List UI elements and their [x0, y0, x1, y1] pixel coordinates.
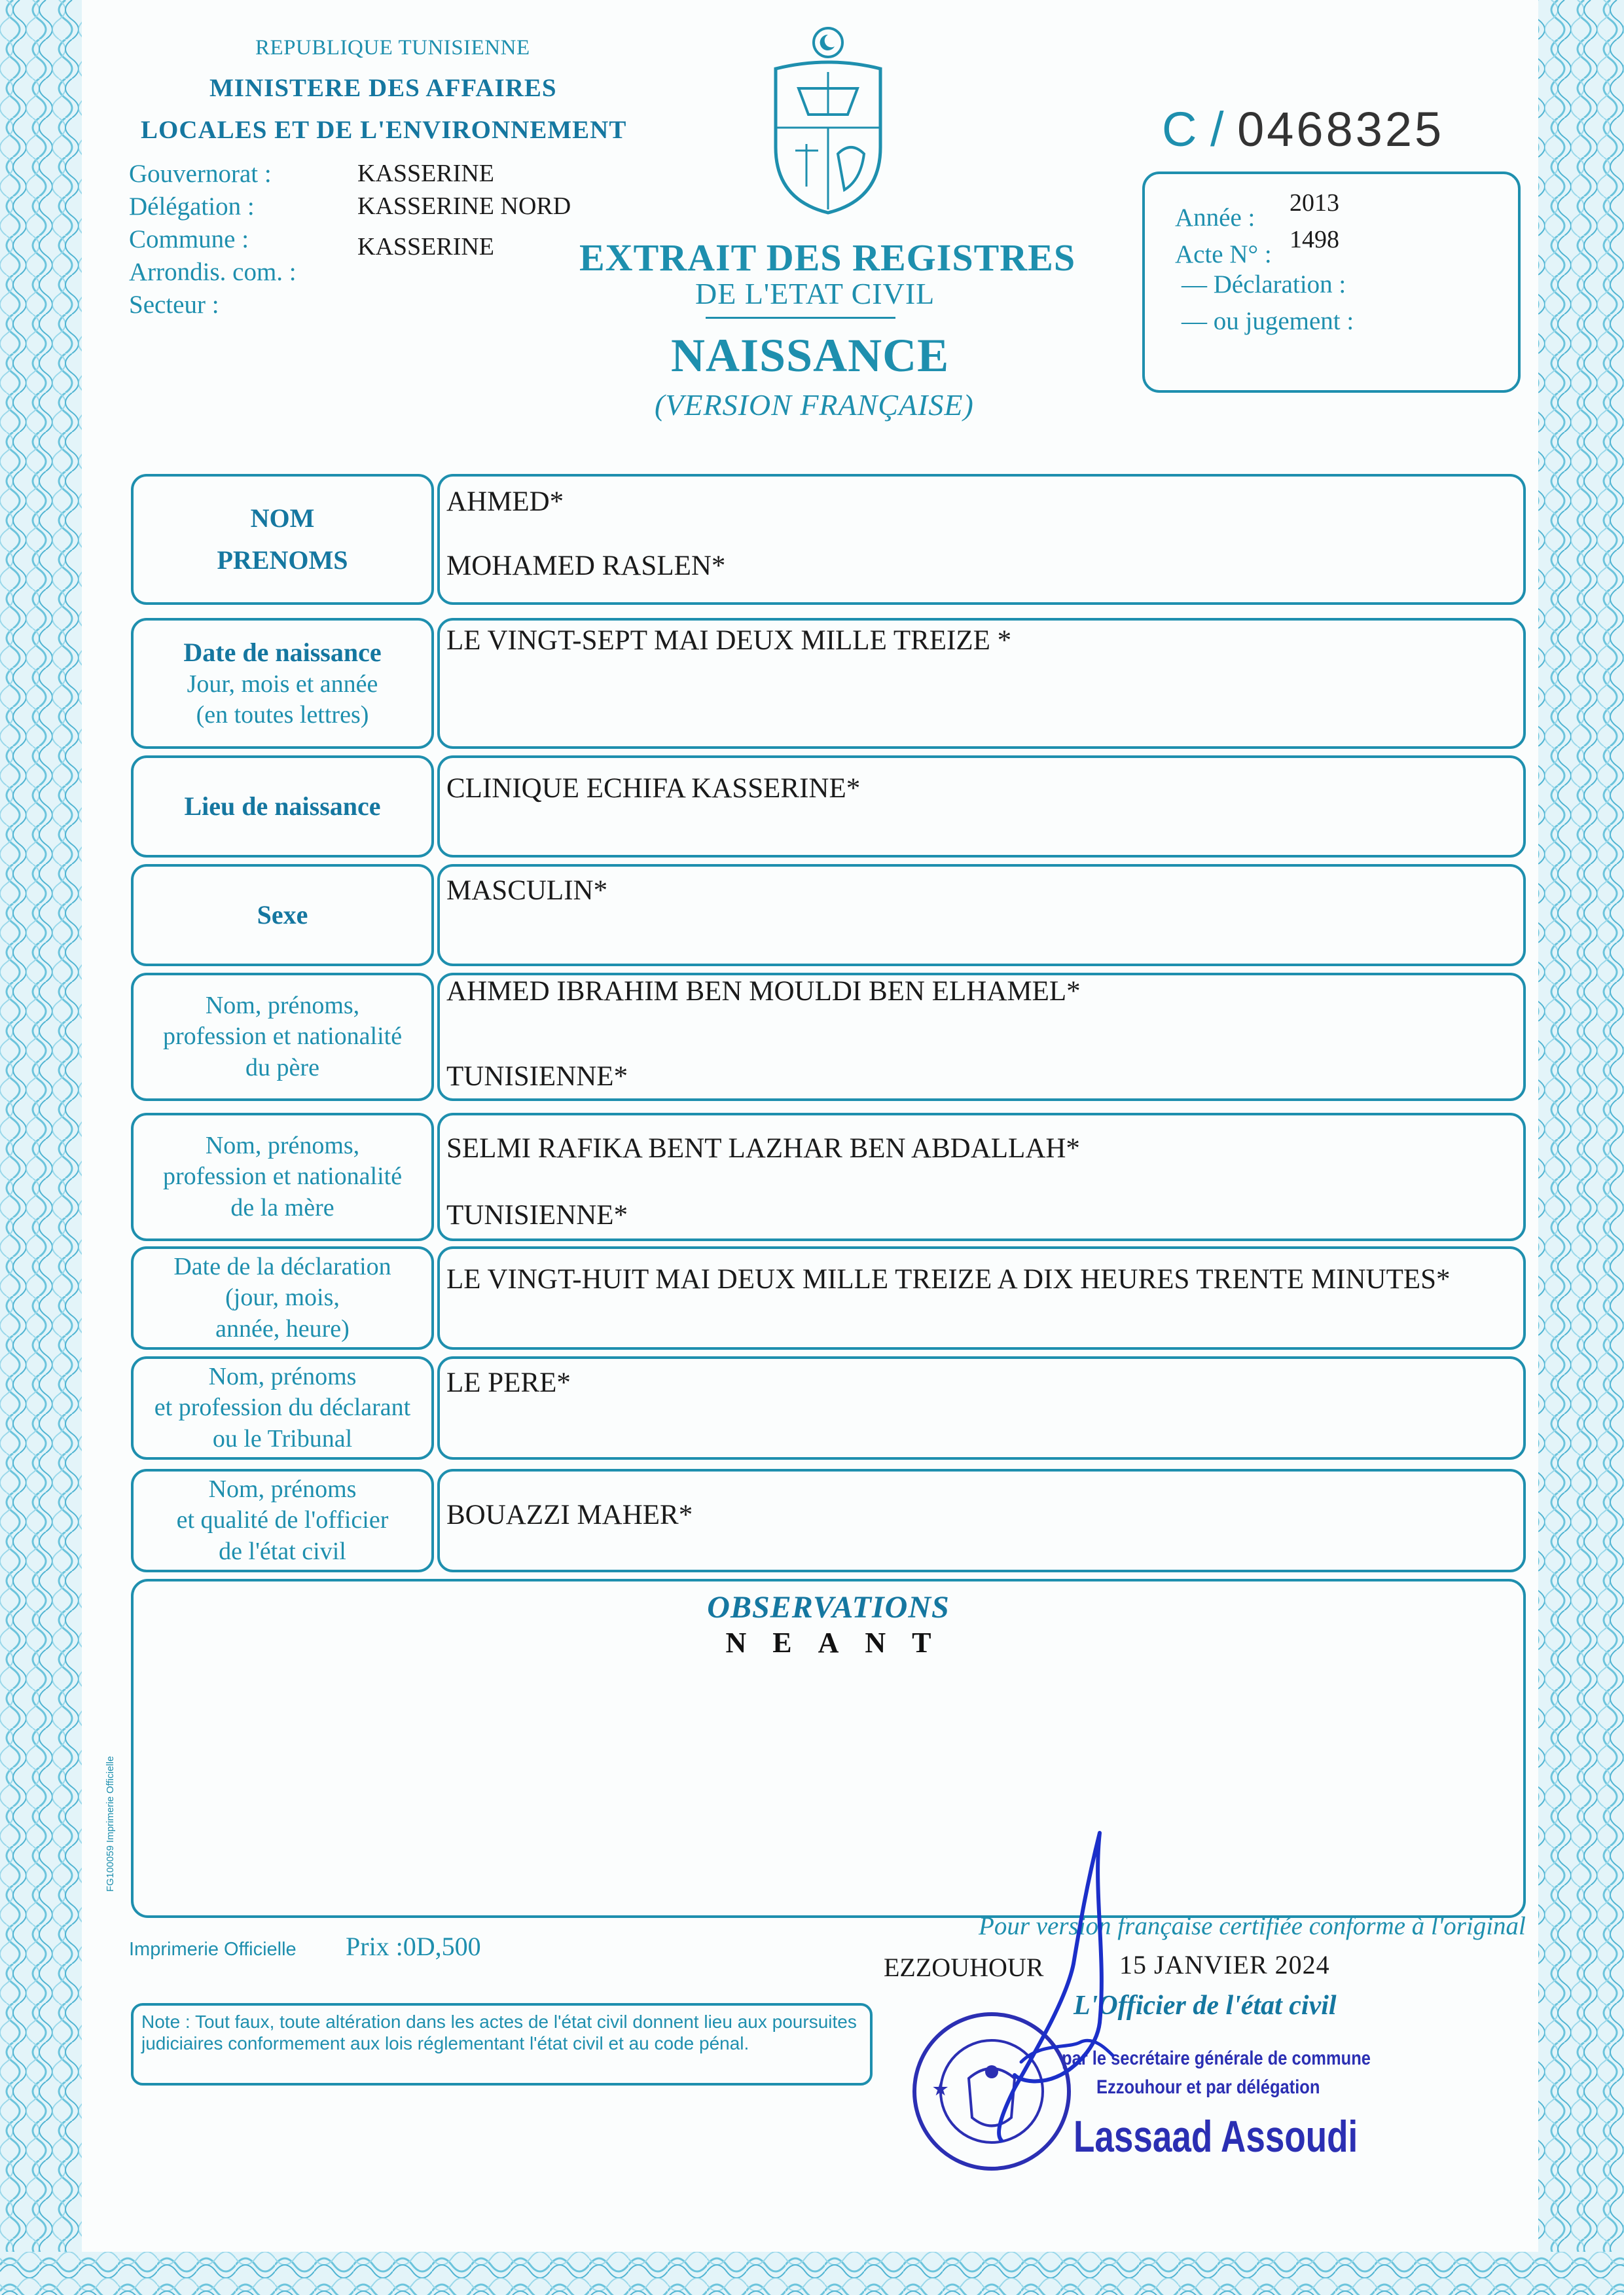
declaration-label: — Déclaration : — [1182, 270, 1346, 298]
officier-label1: Nom, prénoms — [208, 1475, 357, 1503]
nom-label-box — [131, 474, 434, 605]
annee-value: 2013 — [1290, 189, 1339, 217]
observations-box — [131, 1579, 1526, 1918]
handwritten-signature-icon — [943, 1826, 1152, 2147]
mere-name-value: SELMI RAFIKA BENT LAZHAR BEN ABDALLAH* — [446, 1133, 1080, 1164]
nom-label: NOM — [250, 503, 315, 533]
officier-value-box — [437, 1469, 1526, 1572]
date-naissance-value: LE VINGT-SEPT MAI DEUX MILLE TREIZE * — [446, 625, 1012, 656]
declaration-date-label3: année, heure) — [215, 1314, 350, 1343]
lieu-value-box — [437, 755, 1526, 858]
legal-note-box — [131, 2003, 873, 2086]
stamp-line1: par le secrétaire générale de commune — [1062, 2048, 1371, 2069]
pere-nationality-value: TUNISIENNE* — [446, 1061, 628, 1092]
mere-label2: profession et nationalité — [162, 1163, 403, 1191]
date-naissance-label-box — [131, 618, 434, 749]
acte-value: 1498 — [1290, 226, 1339, 253]
secteur-label: Secteur : — [129, 291, 219, 319]
mere-label1: Nom, prénoms, — [205, 1131, 360, 1159]
sexe-value: MASCULIN* — [446, 875, 608, 906]
stamp-name: Lassaad Assoudi — [1074, 2112, 1358, 2161]
declarant-value: LE PERE* — [446, 1367, 571, 1398]
declaration-date-label1: Date de la déclaration — [173, 1252, 391, 1280]
officier-label2: et qualité de l'officier — [176, 1506, 389, 1534]
date-naissance-sublabel1: Jour, mois et année — [187, 670, 378, 698]
date-naissance-value-box — [437, 618, 1526, 749]
commune-value: KASSERINE — [357, 233, 495, 261]
gouvernorat-value: KASSERINE — [357, 160, 495, 187]
prenoms-value: MOHAMED RASLEN* — [446, 551, 726, 581]
date-naissance-sublabel2: (en toutes lettres) — [196, 701, 369, 729]
delegation-value: KASSERINE NORD — [357, 192, 571, 220]
prenoms-label: PRENOMS — [217, 545, 348, 575]
declarant-value-box — [437, 1356, 1526, 1460]
title-etat-civil: DE L'ETAT CIVIL — [695, 277, 935, 310]
ministry-heading-line1: MINISTERE DES AFFAIRES — [209, 74, 557, 102]
annee-label: Année : — [1175, 204, 1255, 232]
declaration-date-value: LE VINGT-HUIT MAI DEUX MILLE TREIZE A DIX HEURES TRENTE MINUTES* — [446, 1264, 1451, 1295]
arrondissement-label: Arrondis. com. : — [129, 258, 297, 286]
nom-value-box — [437, 474, 1526, 605]
declaration-date-value-box — [437, 1246, 1526, 1350]
serial-number — [1162, 101, 1444, 157]
certification-text: Pour version française certifiée conforme à l'original — [979, 1912, 1526, 1940]
officier-value: BOUAZZI MAHER* — [446, 1500, 693, 1530]
republic-heading: REPUBLIQUE TUNISIENNE — [255, 36, 530, 60]
date-naissance-label: Date de naissance — [183, 637, 382, 667]
coat-of-arms-icon — [763, 23, 893, 219]
declaration-date-label2: (jour, mois, — [225, 1284, 340, 1312]
acte-label: Acte N° : — [1175, 240, 1272, 268]
printer-code: FG100059 Imprimerie Officielle — [105, 1756, 116, 1892]
mere-nationality-value: TUNISIENNE* — [446, 1200, 628, 1231]
title-version: (VERSION FRANÇAISE) — [655, 388, 974, 422]
issue-place: EZZOUHOUR — [884, 1953, 1044, 1982]
ministry-heading-line2: LOCALES ET DE L'ENVIRONNEMENT — [141, 116, 627, 144]
lieu-label-box — [131, 755, 434, 858]
pere-value-box — [437, 973, 1526, 1101]
declarant-label-box — [131, 1356, 434, 1460]
pere-label2: profession et nationalité — [162, 1022, 403, 1051]
officier-label-box — [131, 1469, 434, 1572]
declarant-label1: Nom, prénoms — [208, 1362, 357, 1390]
prix-label: Prix :0D,500 — [346, 1932, 481, 1961]
sexe-label: Sexe — [257, 900, 308, 930]
declaration-date-label-box — [131, 1246, 434, 1350]
commune-label: Commune : — [129, 225, 249, 253]
officier-label3: de l'état civil — [219, 1537, 346, 1565]
gouvernorat-label: Gouvernorat : — [129, 160, 272, 188]
title-divider — [706, 317, 895, 319]
pere-name-value: AHMED IBRAHIM BEN MOULDI BEN ELHAMEL* — [446, 976, 1081, 1007]
lieu-label: Lieu de naissance — [184, 791, 381, 821]
observations-value: NEANT — [725, 1627, 958, 1659]
sexe-label-box — [131, 864, 434, 966]
pere-label-box — [131, 973, 434, 1101]
jugement-label: — ou jugement : — [1182, 307, 1354, 335]
nom-value: AHMED* — [446, 486, 564, 517]
title-extrait: EXTRAIT DES REGISTRES — [579, 236, 1076, 279]
imprimerie-label: Imprimerie Officielle — [129, 1939, 297, 1960]
mere-value-box — [437, 1113, 1526, 1241]
sexe-value-box — [437, 864, 1526, 966]
serial-value: 0468325 — [1237, 102, 1445, 156]
title-naissance: NAISSANCE — [671, 329, 950, 382]
declarant-label3: ou le Tribunal — [212, 1424, 353, 1453]
delegation-label: Délégation : — [129, 192, 255, 221]
observations-title: OBSERVATIONS — [707, 1590, 950, 1625]
stamp-line2: Ezzouhour et par délégation — [1096, 2076, 1320, 2098]
legal-note-text: Note : Tout faux, toute altération dans les actes de l'état civil donnent lieu aux poursuites judiciaires conformement aux lois réglementant l'état civil et au code pénal. — [141, 2012, 857, 2053]
officer-title: L'Officier de l'état civil — [1074, 1991, 1337, 2021]
serial-prefix: C / — [1162, 102, 1224, 156]
pere-label3: du père — [245, 1053, 319, 1081]
mere-label3: de la mère — [230, 1193, 334, 1221]
issue-date: 15 JANVIER 2024 — [1119, 1950, 1330, 1979]
lieu-value: CLINIQUE ECHIFA KASSERINE* — [446, 773, 861, 804]
svg-text:★: ★ — [933, 2079, 948, 2099]
pere-label1: Nom, prénoms, — [205, 991, 360, 1019]
mere-label-box — [131, 1113, 434, 1241]
declarant-label2: et profession du déclarant — [154, 1394, 411, 1422]
